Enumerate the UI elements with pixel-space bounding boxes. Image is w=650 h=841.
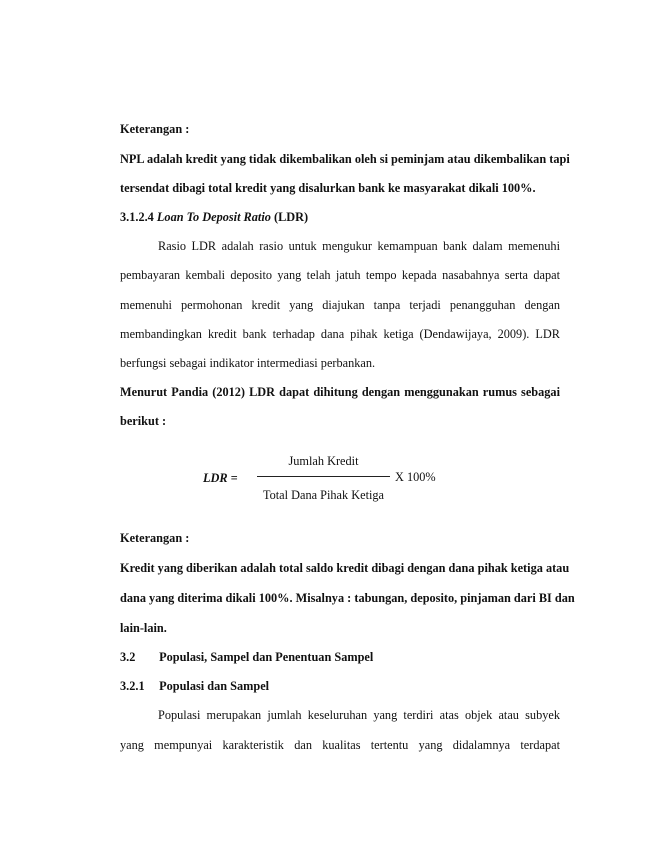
formula-lhs: LDR = xyxy=(203,471,238,485)
fraction-bar xyxy=(257,476,390,477)
section-heading-ldr xyxy=(120,209,560,225)
section-title-suffix: (LDR) xyxy=(273,210,309,224)
kredit-description-line: lain-lain. xyxy=(120,621,167,635)
kredit-description-line: Kredit yang diberikan adalah total saldo kredit dibagi dengan dana pihak ketiga atau xyxy=(120,561,570,575)
paragraph-line: pembayaran kembali deposito yang telah jatuh tempo kepada nasabahnya serta dapat xyxy=(120,268,560,282)
keterangan-heading: Keterangan : xyxy=(120,531,190,545)
kredit-description-line: dana yang diterima dikali 100%. Misalnya : tabungan, deposito, pinjaman dari BI dan xyxy=(120,591,575,605)
formula-numerator: Jumlah Kredit xyxy=(288,454,359,468)
pandia-line: Menurut Pandia (2012) LDR dapat dihitung dengan menggunakan rumus sebagai xyxy=(120,385,560,399)
keterangan-heading: Keterangan : xyxy=(120,122,190,136)
pandia-line: berikut : xyxy=(120,414,167,428)
paragraph-line: Populasi merupakan jumlah keseluruhan yang terdiri atas objek atau subyek xyxy=(158,708,560,722)
formula-denominator: Total Dana Pihak Ketiga xyxy=(262,488,385,502)
section-number: 3.1.2.4 xyxy=(120,210,154,224)
paragraph-line: berfungsi sebagai indikator intermediasi perbankan. xyxy=(120,356,376,370)
section-title: Populasi dan Sampel xyxy=(159,679,270,693)
paragraph-line: memenuhi permohonan kredit yang diajukan tanpa terjadi penangguhan dengan xyxy=(120,298,560,312)
section-heading-3-2 xyxy=(120,649,560,665)
formula-multiplier: X 100% xyxy=(395,470,436,484)
paragraph-line: membandingkan kredit bank terhadap dana pihak ketiga (Dendawijaya, 2009). LDR xyxy=(120,327,560,341)
npl-description-line: NPL adalah kredit yang tidak dikembalikan oleh si peminjam atau dikembalikan tapi xyxy=(120,152,570,166)
section-title: Populasi, Sampel dan Penentuan Sampel xyxy=(159,650,374,664)
section-number: 3.2.1 xyxy=(120,679,145,693)
section-heading-3-2-1 xyxy=(120,678,560,694)
paragraph-line: Rasio LDR adalah rasio untuk mengukur kemampuan bank dalam memenuhi xyxy=(158,239,560,253)
npl-description-line: tersendat dibagi total kredit yang disalurkan bank ke masyarakat dikali 100%. xyxy=(120,181,536,195)
section-title-italic: Loan To Deposit Ratio xyxy=(156,210,271,224)
section-number: 3.2 xyxy=(120,650,136,664)
paragraph-line: yang mempunyai karakteristik dan kualitas tertentu yang didalamnya terdapat xyxy=(120,738,560,752)
